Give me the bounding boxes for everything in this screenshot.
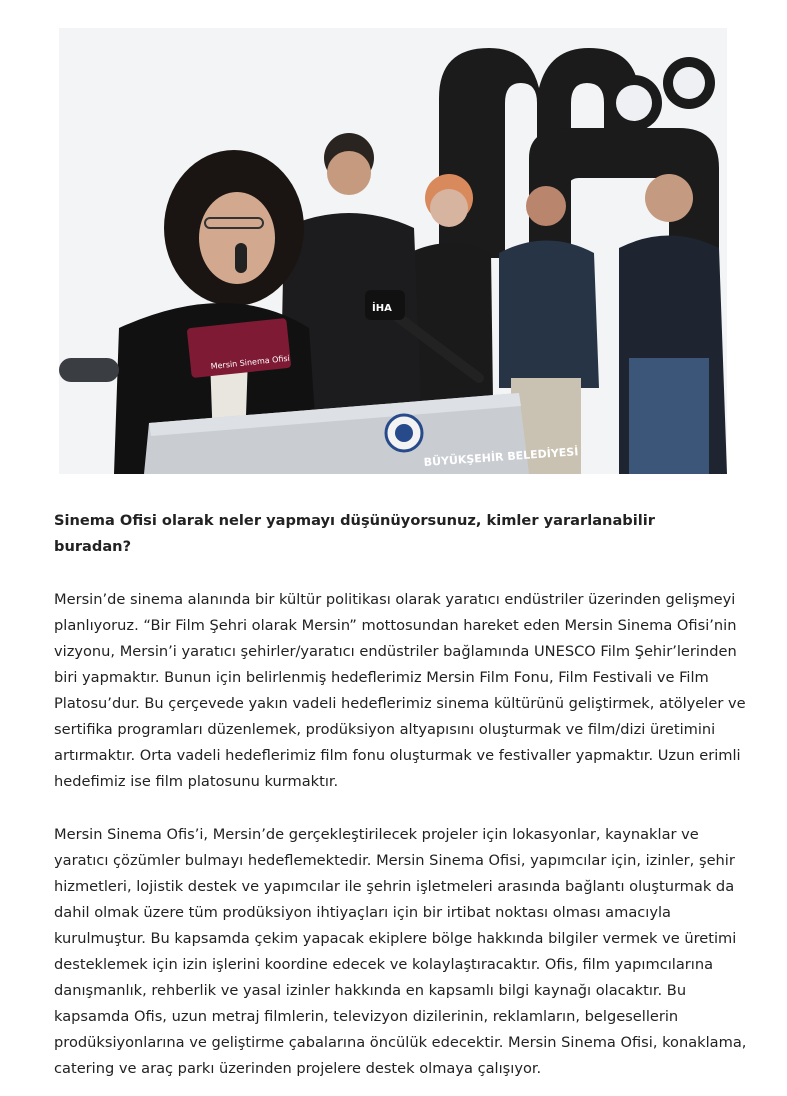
- leaflet: [187, 318, 292, 378]
- answer-paragraph-1: Mersin’de sinema alanında bir kültür politikası olarak yaratıcı endüstriler üzerinden gelişmeyi planlıyoruz. “Bir Film Şehri olarak Mersin” mottosundan hareket eden Mersin Sinema Ofisi’nin vizyonu, Mersin’i yaratıcı şehirler/yaratıcı endüstriler bağlamında UNESCO Film Şehir’lerinden biri yapmaktır. Bunun için belirlenmiş hedeflerimiz Mersin Film Fonu, Film Festivali ve Film Platosu’dur. Bu çerçevede yakın vadeli hedeflerimiz sinema kültürünü geliştirmek, atölyeler ve sertifika programları düzenlemek, prodüksiyon altyapısını oluşturmak ve film/dizi üretimini artırmaktır. Orta vadeli hedeflerimiz film fonu oluşturmak ve festivaller yapmaktır. Uzun erimli hedefimiz ise film platosunu kurmaktır.: [54, 591, 746, 790]
- left-microphone: [59, 358, 119, 382]
- leaflet-text: Mersin Sinema Ofisi: [210, 353, 291, 372]
- press-event-illustration: [59, 28, 727, 474]
- microphone-icon: [235, 243, 247, 273]
- podium-text: BÜYÜKŞEHİR BELEDİYESİ: [423, 445, 579, 469]
- answer-paragraph-2: Mersin Sinema Ofis’i, Mersin’de gerçekleştirilecek projeler için lokasyonlar, kaynaklar ve yaratıcı çözümler bulmayı hedeflemektedir. Mersin Sinema Ofisi, yapımcılar için, izinler, şehir hizmetleri, lojistik destek ve yapımcılar ile şehrin işletmeleri arasında bağlantı oluşturmak da dahil olmak üzere tüm prodüksiyon ihtiyaçları için bir irtibat noktası olması amacıyla kurulmuştur. Bu kapsamda çekim yapacak ekiplere bölge hakkında bilgiler vermek ve üretimi desteklemek için izin işlerini koordine edecek ve kolaylaştıracaktır. Ofis, film yapımcılarına danışmanlık, rehberlik ve yasal izinler hakkında en kapsamlı bilgi kaynağı olacaktır. Bu kapsamda Ofis, uzun metraj filmlerin, televizyon dizilerinin, reklamların, belgesellerin prodüksiyonlarına ve geliştirme çabalarına öncülük edecektir. Mersin Sinema Ofisi, konaklama, catering ve araç parkı üzerinden projelere destek olmaya çalışıyor.: [54, 826, 747, 1077]
- mic-brand-text: İHA: [372, 303, 392, 314]
- article-photo: [59, 28, 727, 474]
- interview-question: Sinema Ofisi olarak neler yapmayı düşünüyorsunuz, kimler yararlanabilir buradan?: [54, 512, 655, 555]
